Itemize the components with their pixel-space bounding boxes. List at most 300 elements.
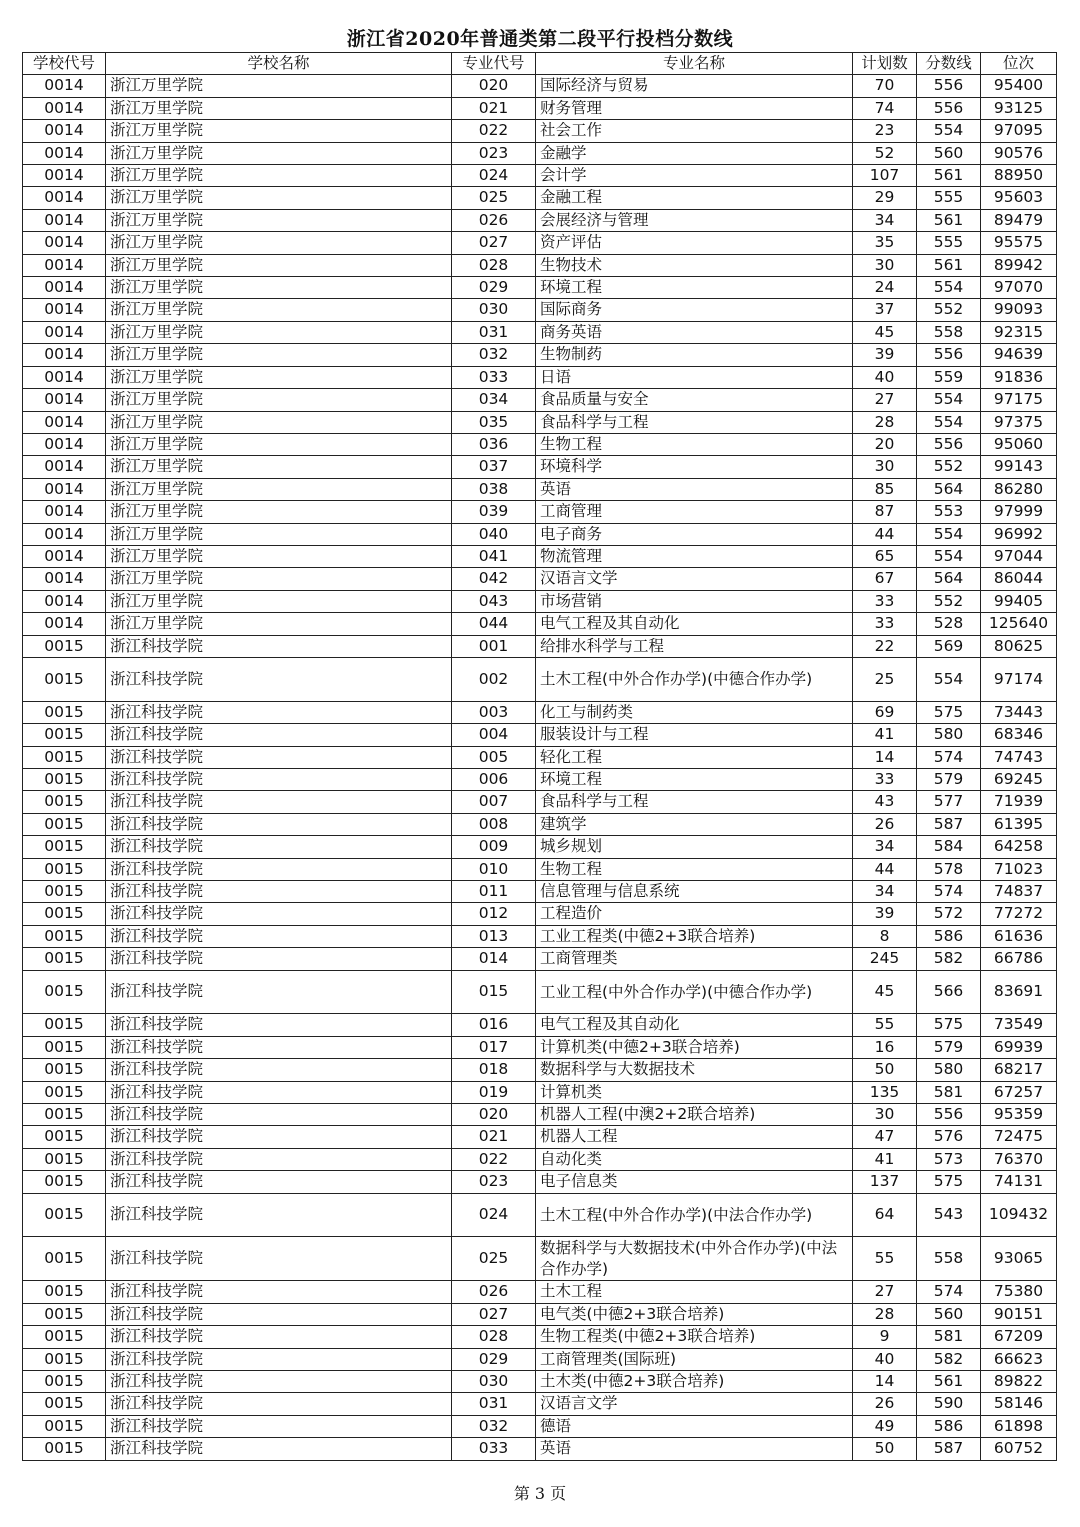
cell-score-line: 554: [917, 277, 981, 299]
cell-rank: 109432: [981, 1193, 1057, 1237]
cell-school-name: 浙江科技学院: [106, 635, 452, 657]
header-rank: 位次: [981, 53, 1057, 75]
cell-major-name: 市场营销: [536, 590, 853, 612]
cell-major-name: 商务英语: [536, 321, 853, 343]
cell-plan-count: 40: [853, 1348, 917, 1370]
cell-score-line: 556: [917, 75, 981, 97]
cell-major-code: 002: [452, 657, 536, 701]
table-row: [23, 1148, 1057, 1170]
cell-score-line: 555: [917, 232, 981, 254]
cell-score-line: 574: [917, 881, 981, 903]
cell-rank: 91836: [981, 366, 1057, 388]
cell-rank: 90576: [981, 142, 1057, 164]
cell-major-code: 021: [452, 1126, 536, 1148]
cell-major-code: 024: [452, 1193, 536, 1237]
cell-rank: 73549: [981, 1014, 1057, 1036]
cell-major-name: 数据科学与大数据技术: [536, 1059, 853, 1081]
cell-major-name: 工商管理类: [536, 948, 853, 970]
cell-major-code: 043: [452, 590, 536, 612]
cell-score-line: 554: [917, 411, 981, 433]
cell-score-line: 554: [917, 120, 981, 142]
cell-score-line: 582: [917, 1348, 981, 1370]
cell-major-name: 机器人工程: [536, 1126, 853, 1148]
cell-school-code: 0014: [23, 97, 106, 119]
cell-rank: 96992: [981, 523, 1057, 545]
cell-school-code: 0014: [23, 456, 106, 478]
cell-score-line: 586: [917, 1415, 981, 1437]
cell-major-code: 032: [452, 1415, 536, 1437]
cell-school-name: 浙江科技学院: [106, 858, 452, 880]
cell-plan-count: 30: [853, 1104, 917, 1126]
cell-major-name: 工程造价: [536, 903, 853, 925]
cell-major-name: 工业工程(中外合作办学)(中德合作办学): [536, 970, 853, 1014]
cell-score-line: 575: [917, 701, 981, 723]
cell-rank: 73443: [981, 701, 1057, 723]
cell-rank: 97375: [981, 411, 1057, 433]
cell-school-code: 0015: [23, 724, 106, 746]
cell-rank: 71939: [981, 791, 1057, 813]
table-row: [23, 970, 1057, 1014]
cell-school-code: 0015: [23, 1148, 106, 1170]
cell-major-name: 机器人工程(中澳2+2联合培养): [536, 1104, 853, 1126]
cell-plan-count: 245: [853, 948, 917, 970]
cell-school-name: 浙江万里学院: [106, 590, 452, 612]
cell-rank: 76370: [981, 1148, 1057, 1170]
cell-major-name: 环境科学: [536, 456, 853, 478]
cell-school-name: 浙江万里学院: [106, 254, 452, 276]
cell-major-code: 023: [452, 1171, 536, 1193]
table-row: [23, 590, 1057, 612]
cell-major-code: 031: [452, 321, 536, 343]
cell-plan-count: 41: [853, 1148, 917, 1170]
cell-plan-count: 34: [853, 836, 917, 858]
admission-score-table: [22, 52, 1057, 1461]
cell-major-code: 032: [452, 344, 536, 366]
cell-major-name: 生物工程: [536, 858, 853, 880]
cell-plan-count: 20: [853, 433, 917, 455]
cell-score-line: 564: [917, 568, 981, 590]
cell-school-code: 0014: [23, 142, 106, 164]
cell-major-code: 030: [452, 299, 536, 321]
cell-score-line: 573: [917, 1148, 981, 1170]
cell-major-name: 工商管理类(国际班): [536, 1348, 853, 1370]
cell-plan-count: 14: [853, 746, 917, 768]
cell-major-code: 020: [452, 1104, 536, 1126]
cell-major-code: 022: [452, 1148, 536, 1170]
cell-plan-count: 8: [853, 925, 917, 947]
cell-school-code: 0014: [23, 389, 106, 411]
cell-score-line: 558: [917, 321, 981, 343]
cell-score-line: 552: [917, 456, 981, 478]
table-row: [23, 746, 1057, 768]
table-row: [23, 635, 1057, 657]
cell-score-line: 552: [917, 590, 981, 612]
cell-major-code: 034: [452, 389, 536, 411]
cell-rank: 68346: [981, 724, 1057, 746]
table-row: [23, 1036, 1057, 1058]
cell-major-name: 信息管理与信息系统: [536, 881, 853, 903]
cell-rank: 94639: [981, 344, 1057, 366]
table-row: [23, 523, 1057, 545]
page-title: 浙江省2020年普通类第二段平行投档分数线: [346, 28, 734, 50]
cell-score-line: 561: [917, 1370, 981, 1392]
table-row: [23, 791, 1057, 813]
cell-major-code: 027: [452, 1303, 536, 1325]
table-header-row: [23, 53, 1057, 75]
table-row: [23, 1014, 1057, 1036]
cell-major-code: 028: [452, 1326, 536, 1348]
cell-major-name: 电子信息类: [536, 1171, 853, 1193]
table-row: [23, 1370, 1057, 1392]
cell-score-line: 561: [917, 254, 981, 276]
cell-rank: 77272: [981, 903, 1057, 925]
cell-major-code: 036: [452, 433, 536, 455]
cell-rank: 58146: [981, 1393, 1057, 1415]
cell-rank: 97175: [981, 389, 1057, 411]
cell-rank: 97044: [981, 545, 1057, 567]
cell-plan-count: 35: [853, 232, 917, 254]
cell-plan-count: 39: [853, 344, 917, 366]
cell-score-line: 569: [917, 635, 981, 657]
cell-major-code: 006: [452, 768, 536, 790]
cell-school-name: 浙江万里学院: [106, 142, 452, 164]
cell-rank: 99093: [981, 299, 1057, 321]
table-row: [23, 1081, 1057, 1103]
cell-plan-count: 50: [853, 1438, 917, 1460]
cell-rank: 67257: [981, 1081, 1057, 1103]
cell-rank: 83691: [981, 970, 1057, 1014]
table-row: [23, 768, 1057, 790]
cell-major-code: 007: [452, 791, 536, 813]
cell-major-name: 生物工程: [536, 433, 853, 455]
cell-school-name: 浙江万里学院: [106, 523, 452, 545]
cell-score-line: 528: [917, 613, 981, 635]
cell-school-code: 0014: [23, 501, 106, 523]
cell-rank: 61636: [981, 925, 1057, 947]
cell-plan-count: 27: [853, 1281, 917, 1303]
table-row: [23, 299, 1057, 321]
cell-score-line: 590: [917, 1393, 981, 1415]
cell-major-code: 033: [452, 366, 536, 388]
cell-rank: 97095: [981, 120, 1057, 142]
cell-major-name: 电气类(中德2+3联合培养): [536, 1303, 853, 1325]
cell-school-name: 浙江科技学院: [106, 701, 452, 723]
cell-score-line: 584: [917, 836, 981, 858]
cell-major-code: 029: [452, 1348, 536, 1370]
cell-score-line: 553: [917, 501, 981, 523]
cell-score-line: 587: [917, 1438, 981, 1460]
cell-school-code: 0015: [23, 1014, 106, 1036]
cell-rank: 72475: [981, 1126, 1057, 1148]
header-school-name: 学校名称: [106, 53, 452, 75]
table-body: [23, 75, 1057, 1460]
cell-major-name: 轻化工程: [536, 746, 853, 768]
cell-score-line: 558: [917, 1237, 981, 1281]
cell-school-code: 0015: [23, 948, 106, 970]
cell-school-code: 0015: [23, 1104, 106, 1126]
cell-rank: 60752: [981, 1438, 1057, 1460]
cell-rank: 75380: [981, 1281, 1057, 1303]
cell-school-code: 0014: [23, 613, 106, 635]
table-row: [23, 813, 1057, 835]
cell-major-code: 001: [452, 635, 536, 657]
cell-major-name: 国际经济与贸易: [536, 75, 853, 97]
cell-major-code: 018: [452, 1059, 536, 1081]
cell-school-code: 0015: [23, 1415, 106, 1437]
cell-major-code: 020: [452, 75, 536, 97]
cell-plan-count: 23: [853, 120, 917, 142]
cell-rank: 68217: [981, 1059, 1057, 1081]
cell-school-code: 0015: [23, 903, 106, 925]
cell-major-code: 012: [452, 903, 536, 925]
cell-score-line: 564: [917, 478, 981, 500]
cell-plan-count: 33: [853, 613, 917, 635]
cell-school-code: 0014: [23, 433, 106, 455]
cell-rank: 95603: [981, 187, 1057, 209]
cell-school-name: 浙江万里学院: [106, 411, 452, 433]
cell-school-name: 浙江科技学院: [106, 724, 452, 746]
cell-plan-count: 47: [853, 1126, 917, 1148]
cell-score-line: 561: [917, 209, 981, 231]
table-row: [23, 389, 1057, 411]
cell-major-name: 城乡规划: [536, 836, 853, 858]
cell-plan-count: 45: [853, 970, 917, 1014]
cell-school-code: 0014: [23, 545, 106, 567]
table-row: [23, 724, 1057, 746]
table-row: [23, 456, 1057, 478]
cell-school-name: 浙江科技学院: [106, 948, 452, 970]
table-row: [23, 881, 1057, 903]
cell-plan-count: 28: [853, 1303, 917, 1325]
cell-school-name: 浙江科技学院: [106, 1370, 452, 1392]
cell-score-line: 574: [917, 746, 981, 768]
page-number: 第 3 页: [513, 1484, 567, 1503]
cell-score-line: 566: [917, 970, 981, 1014]
cell-plan-count: 55: [853, 1237, 917, 1281]
cell-score-line: 579: [917, 768, 981, 790]
cell-school-name: 浙江万里学院: [106, 299, 452, 321]
header-plan-count: 计划数: [853, 53, 917, 75]
cell-major-code: 025: [452, 187, 536, 209]
table-row: [23, 1059, 1057, 1081]
cell-score-line: 581: [917, 1081, 981, 1103]
table-row: [23, 1438, 1057, 1460]
cell-major-code: 037: [452, 456, 536, 478]
cell-score-line: 554: [917, 545, 981, 567]
cell-major-name: 食品科学与工程: [536, 791, 853, 813]
cell-school-name: 浙江科技学院: [106, 813, 452, 835]
cell-plan-count: 41: [853, 724, 917, 746]
cell-major-name: 电子商务: [536, 523, 853, 545]
cell-school-name: 浙江万里学院: [106, 97, 452, 119]
table-row: [23, 120, 1057, 142]
cell-major-name: 德语: [536, 1415, 853, 1437]
cell-major-name: 汉语言文学: [536, 1393, 853, 1415]
cell-major-name: 环境工程: [536, 277, 853, 299]
table-row: [23, 478, 1057, 500]
cell-plan-count: 44: [853, 858, 917, 880]
cell-school-code: 0015: [23, 1036, 106, 1058]
cell-school-name: 浙江科技学院: [106, 1415, 452, 1437]
cell-plan-count: 29: [853, 187, 917, 209]
cell-school-name: 浙江科技学院: [106, 925, 452, 947]
cell-school-code: 0015: [23, 881, 106, 903]
table-row: [23, 411, 1057, 433]
cell-school-code: 0014: [23, 187, 106, 209]
cell-plan-count: 30: [853, 456, 917, 478]
cell-school-code: 0015: [23, 1237, 106, 1281]
cell-score-line: 543: [917, 1193, 981, 1237]
cell-score-line: 579: [917, 1036, 981, 1058]
cell-score-line: 572: [917, 903, 981, 925]
cell-plan-count: 52: [853, 142, 917, 164]
cell-school-name: 浙江科技学院: [106, 791, 452, 813]
cell-score-line: 578: [917, 858, 981, 880]
cell-school-code: 0015: [23, 836, 106, 858]
cell-plan-count: 22: [853, 635, 917, 657]
cell-plan-count: 24: [853, 277, 917, 299]
cell-plan-count: 9: [853, 1326, 917, 1348]
cell-major-name: 计算机类: [536, 1081, 853, 1103]
cell-major-code: 041: [452, 545, 536, 567]
cell-rank: 86280: [981, 478, 1057, 500]
cell-score-line: 580: [917, 724, 981, 746]
table-row: [23, 1348, 1057, 1370]
cell-major-code: 014: [452, 948, 536, 970]
cell-school-name: 浙江科技学院: [106, 1281, 452, 1303]
cell-rank: 90151: [981, 1303, 1057, 1325]
cell-school-name: 浙江科技学院: [106, 768, 452, 790]
cell-rank: 97999: [981, 501, 1057, 523]
cell-school-name: 浙江万里学院: [106, 321, 452, 343]
cell-major-code: 029: [452, 277, 536, 299]
cell-score-line: 560: [917, 142, 981, 164]
cell-major-name: 金融工程: [536, 187, 853, 209]
cell-score-line: 561: [917, 165, 981, 187]
table-row: [23, 75, 1057, 97]
cell-score-line: 575: [917, 1014, 981, 1036]
cell-plan-count: 34: [853, 881, 917, 903]
cell-score-line: 576: [917, 1126, 981, 1148]
cell-score-line: 560: [917, 1303, 981, 1325]
cell-rank: 93065: [981, 1237, 1057, 1281]
cell-school-code: 0015: [23, 1281, 106, 1303]
cell-rank: 95575: [981, 232, 1057, 254]
table-row: [23, 858, 1057, 880]
cell-plan-count: 40: [853, 366, 917, 388]
cell-school-code: 0014: [23, 523, 106, 545]
table-row: [23, 366, 1057, 388]
cell-score-line: 574: [917, 1281, 981, 1303]
table-row: [23, 1281, 1057, 1303]
cell-major-name: 工商管理: [536, 501, 853, 523]
table-row: [23, 321, 1057, 343]
cell-major-name: 社会工作: [536, 120, 853, 142]
table-row: [23, 1393, 1057, 1415]
cell-score-line: 559: [917, 366, 981, 388]
table-row: [23, 277, 1057, 299]
cell-plan-count: 34: [853, 209, 917, 231]
cell-score-line: 556: [917, 433, 981, 455]
cell-rank: 97174: [981, 657, 1057, 701]
cell-major-code: 024: [452, 165, 536, 187]
cell-plan-count: 107: [853, 165, 917, 187]
cell-plan-count: 70: [853, 75, 917, 97]
cell-major-code: 017: [452, 1036, 536, 1058]
table-row: [23, 1126, 1057, 1148]
cell-school-name: 浙江万里学院: [106, 568, 452, 590]
table-row: [23, 1303, 1057, 1325]
cell-school-name: 浙江科技学院: [106, 1171, 452, 1193]
cell-plan-count: 85: [853, 478, 917, 500]
cell-school-name: 浙江万里学院: [106, 545, 452, 567]
cell-plan-count: 26: [853, 1393, 917, 1415]
cell-major-name: 土木工程(中外合作办学)(中法合作办学): [536, 1193, 853, 1237]
cell-school-name: 浙江科技学院: [106, 1193, 452, 1237]
cell-school-name: 浙江科技学院: [106, 1438, 452, 1460]
cell-school-code: 0014: [23, 209, 106, 231]
cell-school-code: 0014: [23, 254, 106, 276]
cell-score-line: 556: [917, 1104, 981, 1126]
cell-major-name: 资产评估: [536, 232, 853, 254]
cell-major-name: 土木工程: [536, 1281, 853, 1303]
cell-rank: 67209: [981, 1326, 1057, 1348]
cell-major-name: 国际商务: [536, 299, 853, 321]
table-row: [23, 948, 1057, 970]
cell-plan-count: 87: [853, 501, 917, 523]
header-score-line: 分数线: [917, 53, 981, 75]
table-row: [23, 613, 1057, 635]
cell-school-code: 0014: [23, 299, 106, 321]
cell-plan-count: 14: [853, 1370, 917, 1392]
cell-plan-count: 27: [853, 389, 917, 411]
cell-rank: 74743: [981, 746, 1057, 768]
cell-plan-count: 39: [853, 903, 917, 925]
cell-major-name: 生物制药: [536, 344, 853, 366]
cell-major-code: 003: [452, 701, 536, 723]
cell-major-code: 040: [452, 523, 536, 545]
cell-major-name: 电气工程及其自动化: [536, 613, 853, 635]
cell-major-name: 食品质量与安全: [536, 389, 853, 411]
cell-major-code: 033: [452, 1438, 536, 1460]
cell-school-code: 0015: [23, 1303, 106, 1325]
cell-school-code: 0015: [23, 701, 106, 723]
cell-plan-count: 28: [853, 411, 917, 433]
table-row: [23, 568, 1057, 590]
cell-major-code: 042: [452, 568, 536, 590]
cell-rank: 66623: [981, 1348, 1057, 1370]
cell-school-code: 0014: [23, 120, 106, 142]
cell-school-code: 0015: [23, 1326, 106, 1348]
cell-major-code: 015: [452, 970, 536, 1014]
table-row: [23, 701, 1057, 723]
cell-plan-count: 74: [853, 97, 917, 119]
cell-major-name: 物流管理: [536, 545, 853, 567]
cell-major-code: 031: [452, 1393, 536, 1415]
cell-school-code: 0015: [23, 768, 106, 790]
cell-school-code: 0015: [23, 1348, 106, 1370]
cell-rank: 66786: [981, 948, 1057, 970]
cell-school-name: 浙江科技学院: [106, 1148, 452, 1170]
cell-school-code: 0015: [23, 635, 106, 657]
cell-major-code: 038: [452, 478, 536, 500]
cell-school-code: 0014: [23, 590, 106, 612]
table-row: [23, 545, 1057, 567]
cell-major-name: 食品科学与工程: [536, 411, 853, 433]
table-row: [23, 1415, 1057, 1437]
cell-score-line: 587: [917, 813, 981, 835]
cell-rank: 61395: [981, 813, 1057, 835]
